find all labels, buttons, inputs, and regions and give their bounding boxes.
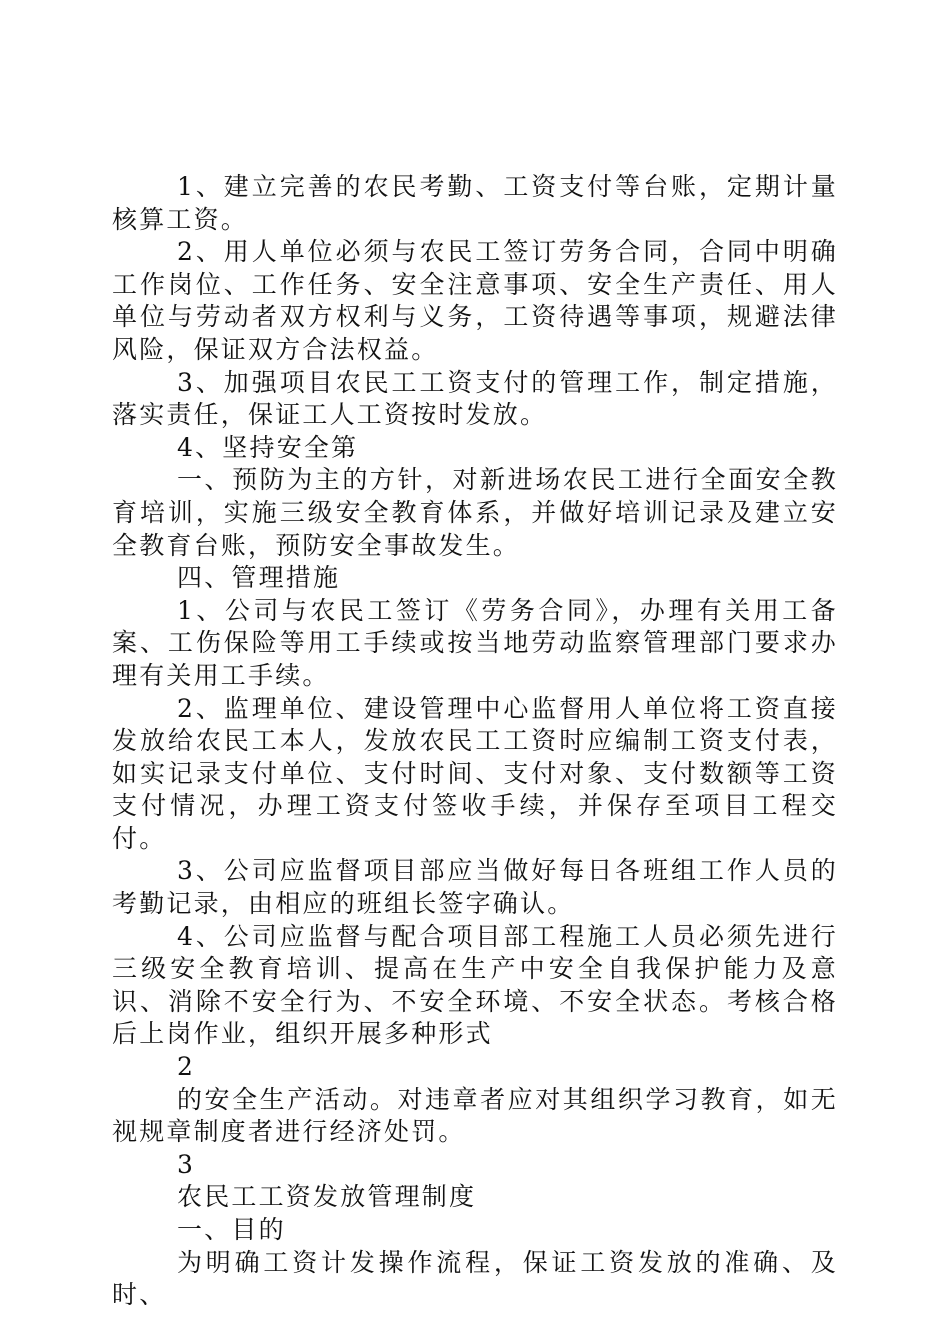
document-body bbox=[112, 171, 838, 1312]
paragraph-attendance-ledger: 1、建立完善的农民考勤、工资支付等台账，定期计量核算工资。 bbox=[112, 172, 838, 234]
paragraph-safety-education: 4、公司应监督与配合项目部工程施工人员必须先进行三级安全教育培训、提高在生产中安全自我保护能力及意识、消除不安全行为、不安全环境、不安全状态。考核合格后上岗作业，组织开展多种形式 bbox=[112, 921, 838, 1049]
paragraph-company-contract: 1、公司与农民工签订《劳务合同》，办理有关用工备案、工伤保险等用工手续或按当地劳动监察管理部门要求办理有关用工手续。 bbox=[112, 595, 838, 690]
document-title-wage-system: 农民工工资发放管理制度 bbox=[177, 1182, 477, 1212]
paragraph-wage-management: 3、加强项目农民工工资支付的管理工作，制定措施，落实责任，保证工人工资按时发放。 bbox=[112, 367, 838, 430]
paragraph-attendance-record: 3、公司应监督项目部应当做好每日各班组工作人员的考勤记录，由相应的班组长签字确认。 bbox=[112, 856, 838, 919]
paragraph-prevention-training: 一、预防为主的方针，对新进场农民工进行全面安全教育培训，实施三级安全教育体系，并做好培训记录及建立安全教育台账，预防安全事故发生。 bbox=[112, 465, 838, 560]
page-number-3: 3 bbox=[177, 1149, 196, 1179]
paragraph-labor-contract: 2、用人单位必须与农民工签订劳务合同，合同中明确工作岗位、工作任务、安全注意事项、安全生产责任、用人单位与劳动者双方权利与义务，工资待遇等事项，规避法律风险，保证双方合法权益。 bbox=[112, 237, 838, 364]
paragraph-safety-activities: 的安全生产活动。对违章者应对其组织学习教育，如无视规章制度者进行经济处罚。 bbox=[112, 1084, 838, 1147]
paragraph-supervision-payment: 2、监理单位、建设管理中心监督用人单位将工资直接发放给农民工本人，发放农民工工资时应编制工资支付表，如实记录支付单位、支付时间、支付对象、支付数额等工资支付情况，办理工资支付签收手续，并保存至项目工程交付。 bbox=[112, 693, 838, 853]
section-heading-management-measures: 四、管理措施 bbox=[177, 563, 341, 593]
page-number-2: 2 bbox=[177, 1052, 196, 1082]
section-heading-purpose: 一、目的 bbox=[177, 1215, 286, 1244]
paragraph-purpose-text: 为明确工资计发操作流程，保证工资发放的准确、及时、 bbox=[112, 1247, 838, 1310]
paragraph-safety-first: 4、坚持安全第 bbox=[177, 432, 359, 462]
